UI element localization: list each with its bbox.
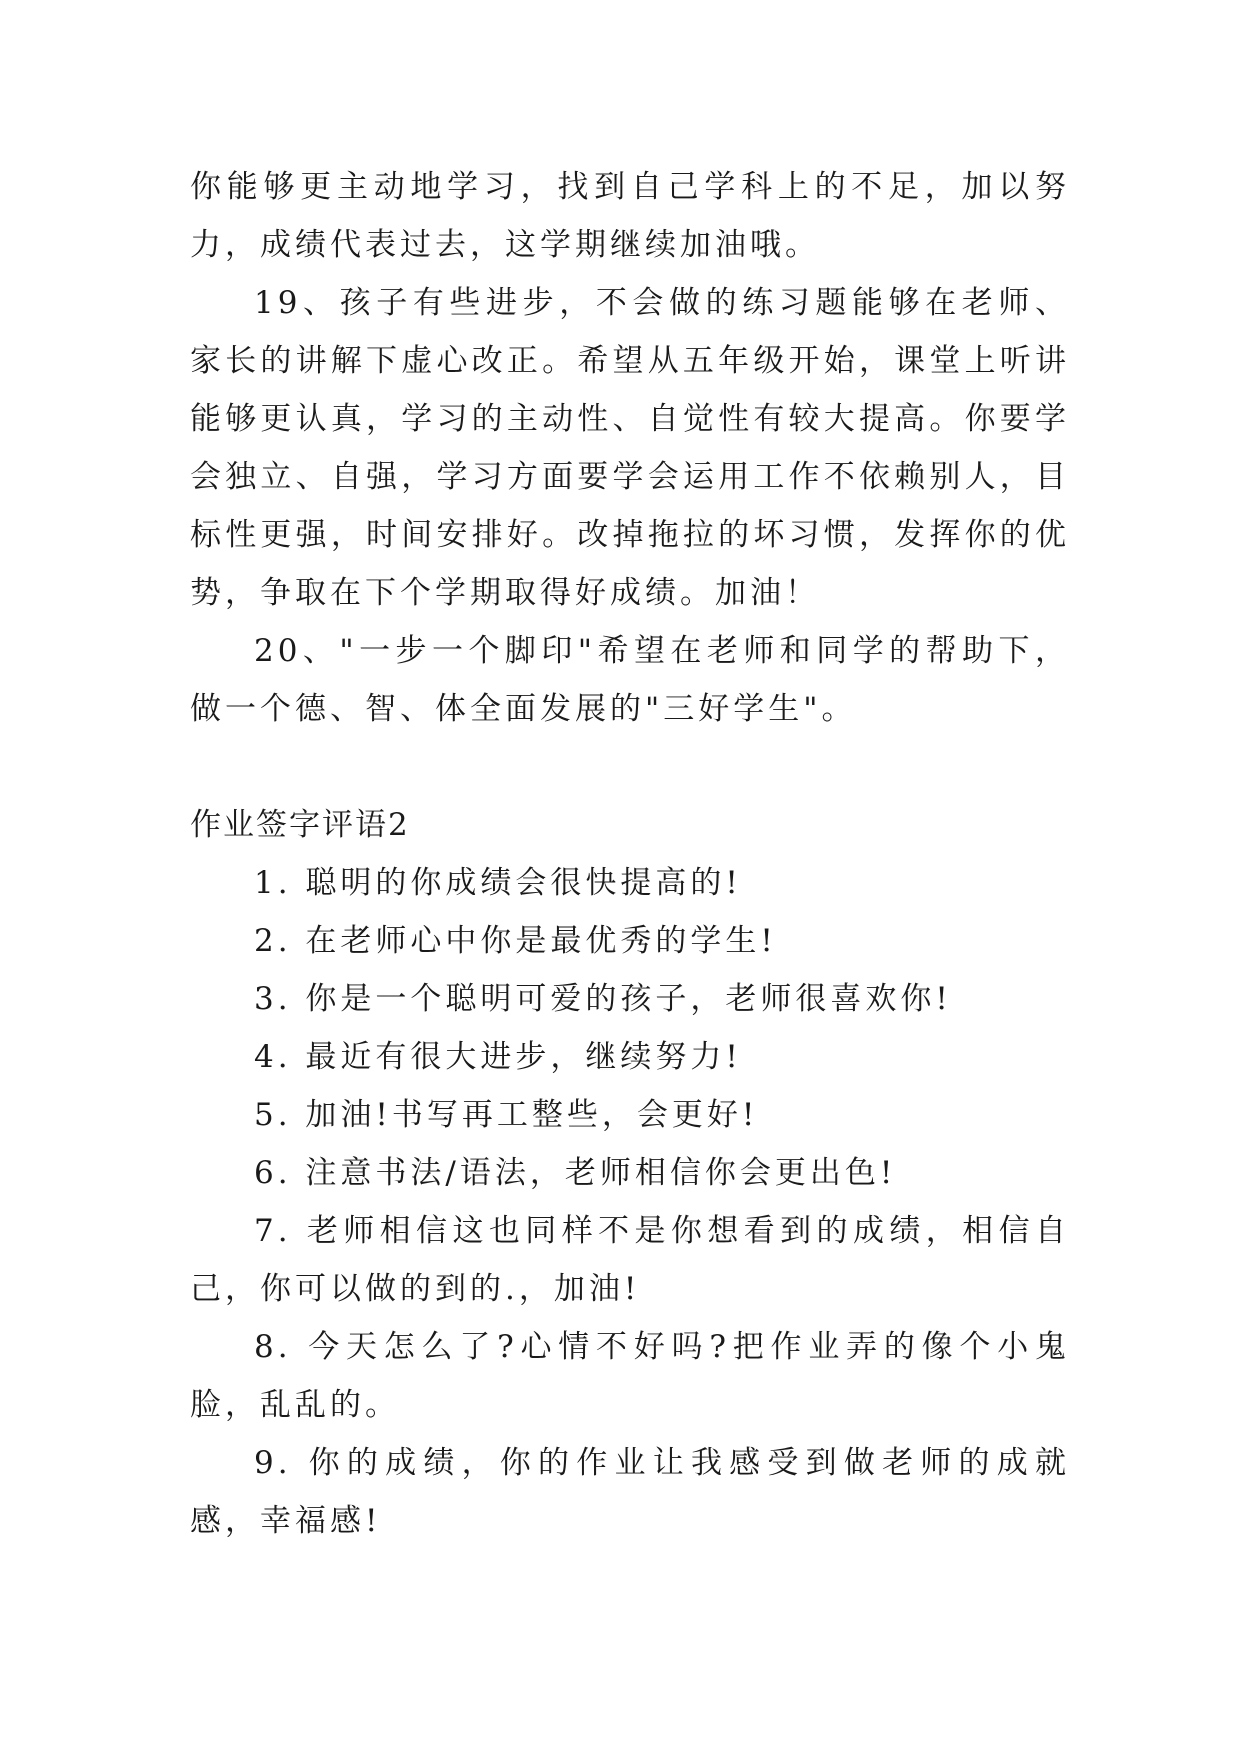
section-title: 作业签字评语2 xyxy=(190,807,410,843)
document-page xyxy=(190,158,1070,1550)
list-item: 9. 你的成绩，你的作业让我感受到做老师的成就感，幸福感! xyxy=(190,1445,1070,1539)
list-item: 1. 聪明的你成绩会很快提高的! xyxy=(254,865,742,901)
list-item: 4. 最近有很大进步，继续努力! xyxy=(254,1039,742,1075)
list-item: 6. 注意书法/语法，老师相信你会更出色! xyxy=(254,1155,897,1191)
list-item: 5. 加油!书写再工整些，会更好! xyxy=(254,1097,759,1133)
comment-item-19: 19、孩子有些进步，不会做的练习题能够在老师、家长的讲解下虚心改正。希望从五年级开始，课堂上听讲能够更认真，学习的主动性、自觉性有较大提高。你要学会独立、自强，学习方面要学会运用工作不依赖别人，目标性更强，时间安排好。改掉拖拉的坏习惯，发挥你的优势，争取在下个学期取得好成绩。加油！ xyxy=(190,285,1070,611)
list-item: 2. 在老师心中你是最优秀的学生! xyxy=(254,923,777,959)
list-item: 8. 今天怎么了?心情不好吗?把作业弄的像个小鬼脸，乱乱的。 xyxy=(190,1329,1070,1423)
comment-item-20: 20、"一步一个脚印"希望在老师和同学的帮助下，做一个德、智、体全面发展的"三好学生"。 xyxy=(190,633,1070,727)
continuation-paragraph: 你能够更主动地学习，找到自己学科上的不足，加以努力，成绩代表过去，这学期继续加油哦。 xyxy=(190,169,1070,263)
list-item: 3. 你是一个聪明可爱的孩子，老师很喜欢你! xyxy=(254,981,952,1017)
list-item: 7. 老师相信这也同样不是你想看到的成绩，相信自己，你可以做的到的.，加油! xyxy=(190,1213,1070,1307)
